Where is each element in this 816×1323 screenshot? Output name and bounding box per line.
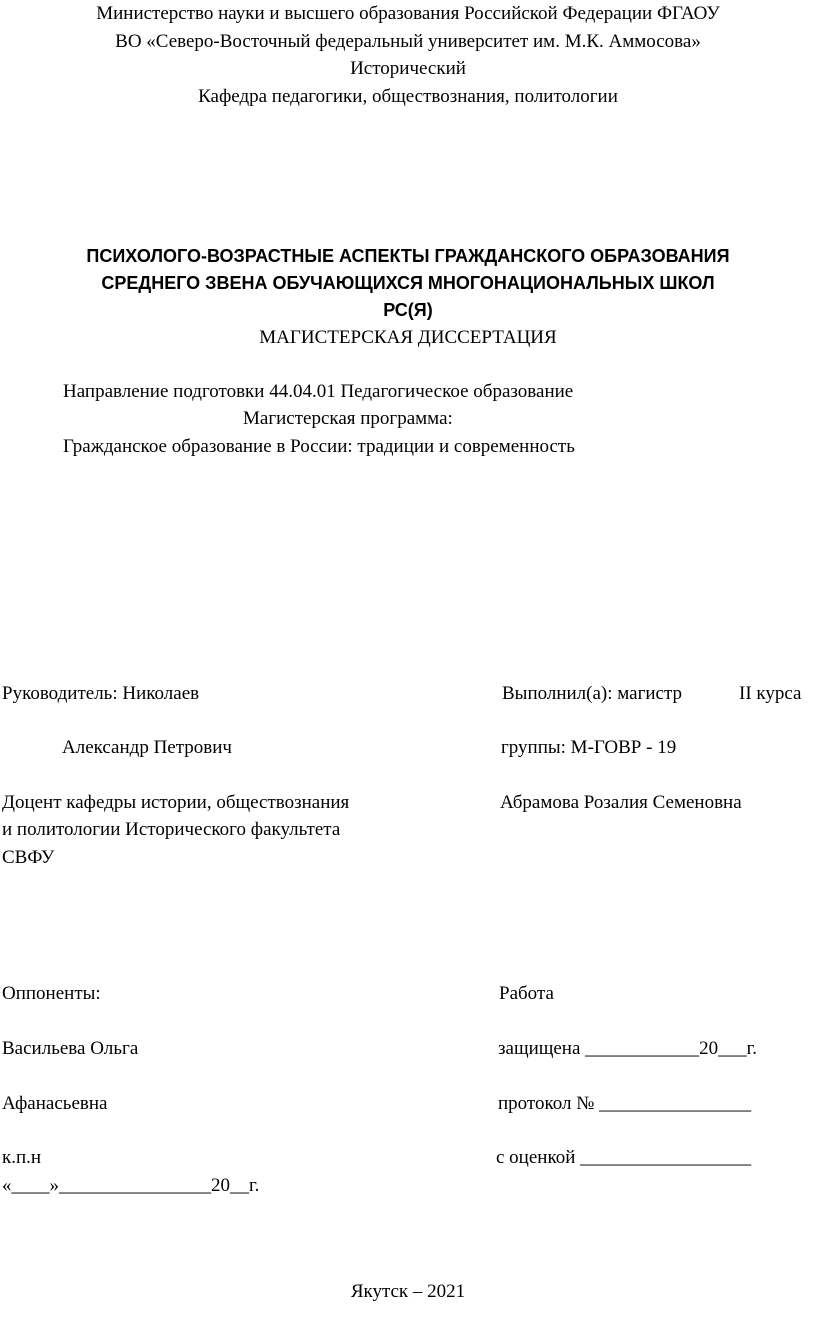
opponents-label: Оппоненты: — [2, 983, 101, 1004]
thesis-title-line-3: РС(Я) — [383, 300, 433, 320]
student-group: группы: М-ГОВР - 19 — [501, 737, 677, 758]
faculty-line: Исторический — [350, 58, 466, 79]
thesis-type: МАГИСТЕРСКАЯ ДИССЕРТАЦИЯ — [259, 327, 557, 348]
city-year: Якутск – 2021 — [350, 1281, 466, 1302]
defense-protocol: протокол № ________________ — [498, 1093, 752, 1114]
opponent-degree: к.п.н — [2, 1147, 42, 1168]
supervisor-line-2: Александр Петрович — [62, 737, 232, 758]
opponent-name-2: Афанасьевна — [2, 1093, 108, 1114]
defense-label: Работа — [499, 983, 554, 1004]
program-name: Гражданское образование в России: традиции и современность — [63, 436, 575, 457]
department-line: Кафедра педагогики, обществознания, политологии — [198, 86, 618, 107]
student-line-1a: Выполнил(а): магистр — [502, 683, 683, 704]
supervisor-position-2: и политологии Исторического факультета — [2, 819, 341, 840]
supervisor-line-1: Руководитель: Николаев — [2, 683, 200, 704]
thesis-title-line-2: СРЕДНЕГО ЗВЕНА ОБУЧАЮЩИХСЯ МНОГОНАЦИОНАЛЬНЫХ ШКОЛ — [101, 273, 715, 293]
university-line: ВО «Северо-Восточный федеральный университет им. М.К. Аммосова» — [115, 31, 701, 52]
defense-grade: с оценкой __________________ — [496, 1147, 752, 1168]
student-name: Абрамова Розалия Семеновна — [500, 792, 742, 813]
defense-protected: защищена ____________20___г. — [498, 1038, 758, 1059]
thesis-title-line-1: ПСИХОЛОГО-ВОЗРАСТНЫЕ АСПЕКТЫ ГРАЖДАНСКОГО ОБРАЗОВАНИЯ — [86, 246, 730, 266]
supervisor-position-1: Доцент кафедры истории, обществознания — [2, 792, 350, 813]
opponent-name-1: Васильева Ольга — [2, 1038, 139, 1059]
program-label: Магистерская программа: — [243, 408, 453, 429]
study-direction: Направление подготовки 44.04.01 Педагогическое образование — [63, 381, 574, 402]
ministry-line: Министерство науки и высшего образования Российской Федерации ФГАОУ — [96, 3, 720, 24]
student-line-1b: II курса — [739, 683, 802, 704]
supervisor-position-3: СВФУ — [2, 847, 55, 868]
opponent-date: «____»________________20__г. — [2, 1175, 260, 1196]
